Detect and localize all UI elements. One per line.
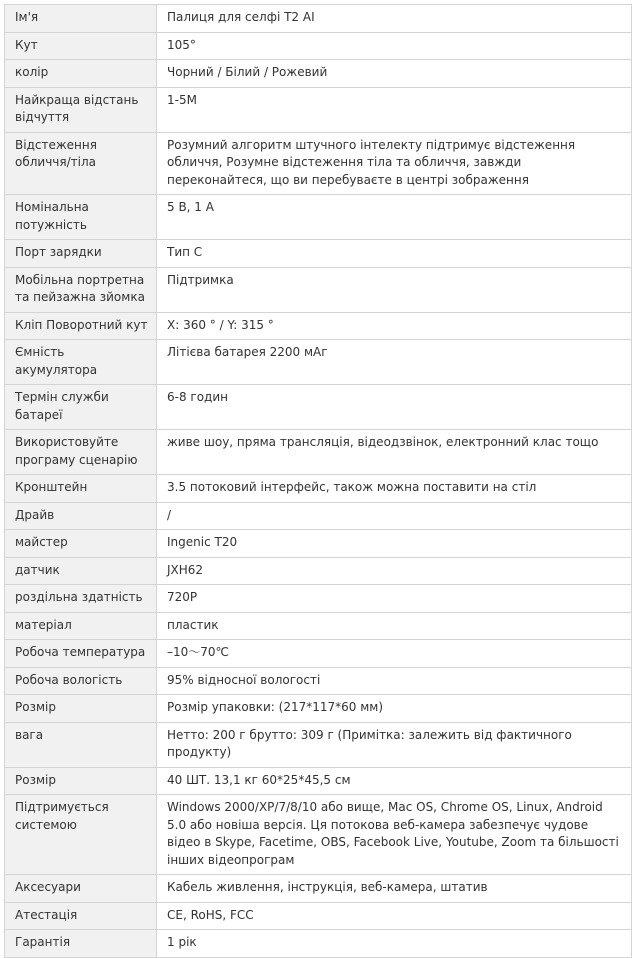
spec-label: матеріал <box>5 612 157 640</box>
spec-value: / <box>157 502 632 530</box>
spec-value: CE, RoHS, FCC <box>157 902 632 930</box>
table-row <box>5 502 632 530</box>
spec-value: Палиця для селфі T2 AI <box>157 5 632 33</box>
spec-value: 95% відносної вологості <box>157 667 632 695</box>
spec-label: Аксесуари <box>5 875 157 903</box>
spec-value-line: Windows 2000/XP/7/8/10 або вище, Mac OS, Chrome OS, Linux, Android 5.0 або новіша версія. Ця потокова веб-камера забезпечує чудове <box>167 800 603 832</box>
spec-label: Робоча вологість <box>5 667 157 695</box>
spec-value: Розумний алгоритм штучного інтелекту підтримує відстеження обличчя, Розумне відстеження тіла та обличчя, завжди переконайтеся, що ви перебуваєте в центрі зображення <box>157 132 632 195</box>
table-row <box>5 767 632 795</box>
spec-label: Драйв <box>5 502 157 530</box>
spec-label: датчик <box>5 557 157 585</box>
spec-value: Кабель живлення, інструкція, веб-камера, штатив <box>157 875 632 903</box>
table-row <box>5 475 632 503</box>
spec-value: JXH62 <box>157 557 632 585</box>
table-row <box>5 640 632 668</box>
spec-value: X: 360 ° / Y: 315 ° <box>157 312 632 340</box>
spec-value: Літієва батарея 2200 мАг <box>157 340 632 385</box>
spec-label: Кронштейн <box>5 475 157 503</box>
spec-value-line: відео в Skype, Facetime, OBS, Facebook Live, Youtube, Zoom та більшості інших відеопрограм <box>167 835 619 867</box>
spec-value: Нетто: 200 г брутто: 309 г (Примітка: залежить від фактичного продукту) <box>157 722 632 767</box>
spec-value: 5 В, 1 А <box>157 195 632 240</box>
spec-label: Ім'я <box>5 5 157 33</box>
spec-label: вага <box>5 722 157 767</box>
spec-label: Номінальна потужність <box>5 195 157 240</box>
spec-value: 3.5 потоковий інтерфейс, також можна поставити на стіл <box>157 475 632 503</box>
spec-value: Тип C <box>157 240 632 268</box>
spec-label: колір <box>5 60 157 88</box>
spec-label: Гарантія <box>5 930 157 958</box>
spec-label: Термін служби батареї <box>5 385 157 430</box>
spec-label: Розмір <box>5 767 157 795</box>
spec-value: Підтримка <box>157 267 632 312</box>
table-row <box>5 722 632 767</box>
table-row <box>5 667 632 695</box>
spec-label: майстер <box>5 530 157 558</box>
table-row <box>5 60 632 88</box>
spec-label: Порт зарядки <box>5 240 157 268</box>
spec-value: 40 ШТ. 13,1 кг 60*25*45,5 см <box>157 767 632 795</box>
table-row <box>5 240 632 268</box>
spec-value: 6-8 годин <box>157 385 632 430</box>
table-row <box>5 5 632 33</box>
table-row <box>5 87 632 132</box>
table-row <box>5 340 632 385</box>
table-row <box>5 385 632 430</box>
spec-value: 1-5M <box>157 87 632 132</box>
table-row <box>5 32 632 60</box>
table-row <box>5 585 632 613</box>
spec-label: Кліп Поворотний кут <box>5 312 157 340</box>
spec-value: 105° <box>157 32 632 60</box>
specification-table <box>4 4 632 958</box>
spec-label: Ємність акумулятора <box>5 340 157 385</box>
spec-label: роздільна здатність <box>5 585 157 613</box>
spec-label: Використовуйте програму сценарію <box>5 430 157 475</box>
spec-value: –10～70℃ <box>157 640 632 668</box>
table-row <box>5 612 632 640</box>
spec-value: Розмір упаковки: (217*117*60 мм) <box>157 695 632 723</box>
spec-value: 720P <box>157 585 632 613</box>
spec-label: Атестація <box>5 902 157 930</box>
table-row <box>5 195 632 240</box>
table-row <box>5 267 632 312</box>
spec-value: Ingenic T20 <box>157 530 632 558</box>
spec-label: Відстеження обличчя/тіла <box>5 132 157 195</box>
spec-value <box>157 795 632 875</box>
spec-value: живе шоу, пряма трансляція, відеодзвінок, електронний клас тощо <box>157 430 632 475</box>
spec-value: пластик <box>157 612 632 640</box>
spec-label: Найкраща відстань відчуття <box>5 87 157 132</box>
table-row <box>5 902 632 930</box>
table-row <box>5 930 632 958</box>
spec-label: Робоча температура <box>5 640 157 668</box>
table-row <box>5 875 632 903</box>
table-row <box>5 530 632 558</box>
spec-label: Мобільна портретна та пейзажна зйомка <box>5 267 157 312</box>
table-row <box>5 132 632 195</box>
spec-value: 1 рік <box>157 930 632 958</box>
spec-label: Підтримується системою <box>5 795 157 875</box>
spec-label: Розмір <box>5 695 157 723</box>
spec-value: Чорний / Білий / Рожевий <box>157 60 632 88</box>
table-row <box>5 795 632 875</box>
table-row <box>5 695 632 723</box>
spec-label: Кут <box>5 32 157 60</box>
table-row <box>5 557 632 585</box>
table-row <box>5 312 632 340</box>
table-row <box>5 430 632 475</box>
